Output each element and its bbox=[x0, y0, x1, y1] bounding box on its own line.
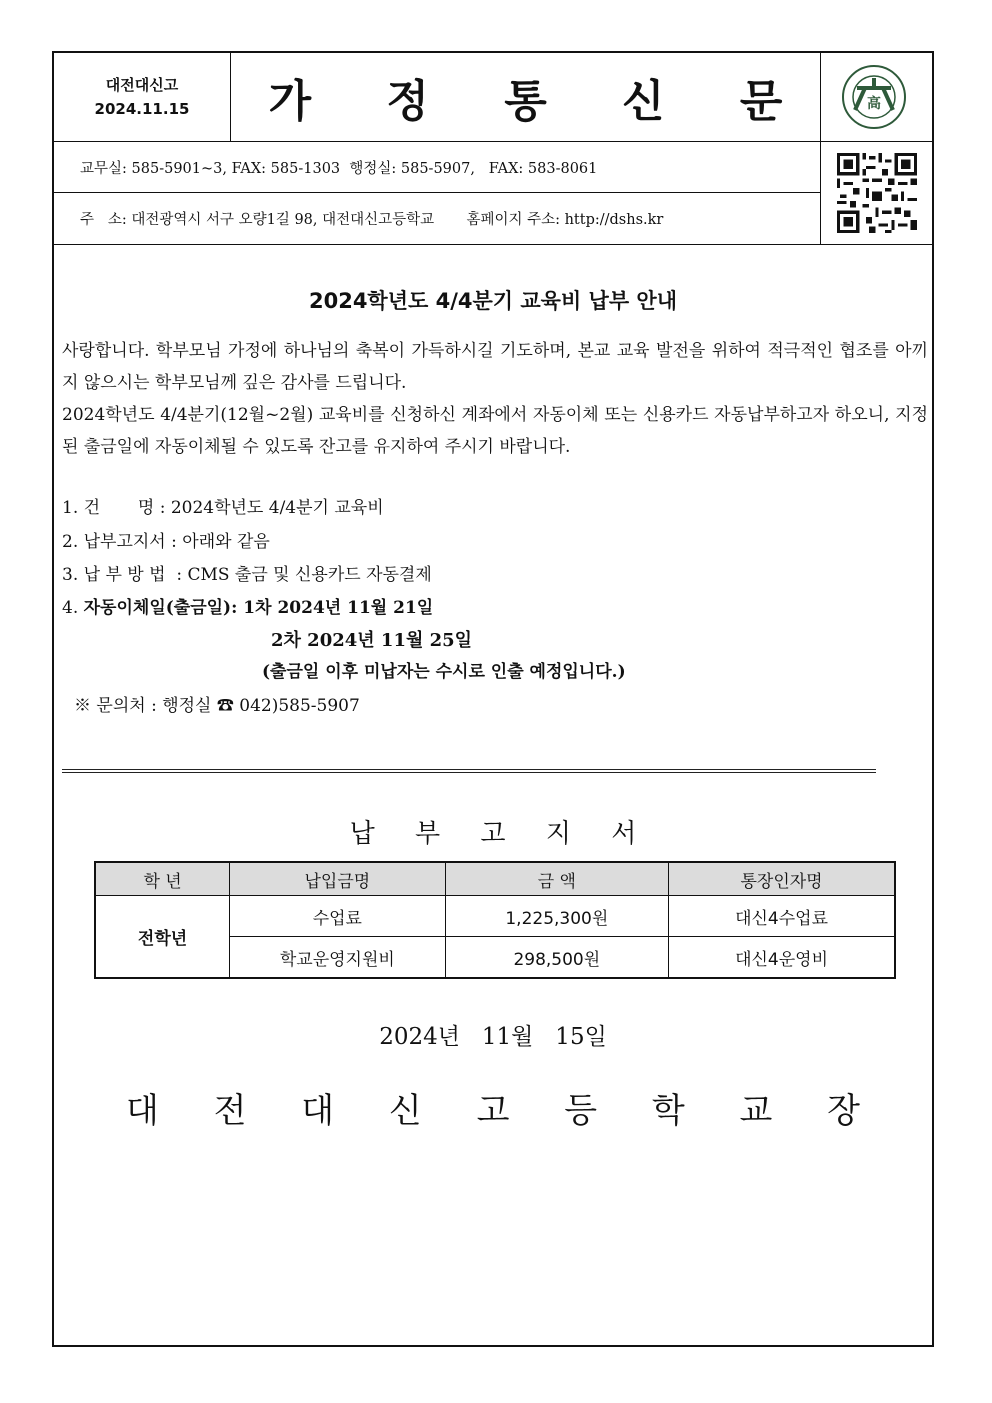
greeting-paragraph: 사랑합니다. 학부모님 가정에 하나님의 축복이 가득하시길 기도하며, 본교 교육 발전을 위하여 적극적인 협조를 아끼지 않으시는 학부모님께 깊은 감사를 드립니다. bbox=[62, 341, 928, 393]
issue-date: 2024.11.15 bbox=[94, 100, 190, 118]
table-row bbox=[95, 896, 895, 937]
withdrawal-note: (출금일 이후 미납자는 수시로 인출 예정입니다.) bbox=[262, 662, 626, 682]
page-title: 가 정 통 신 문 bbox=[268, 76, 813, 127]
payment-paragraph: 2024학년도 4/4분기(12월~2월) 교육비를 신청하신 계좌에서 자동이체 또는 신용카드 자동납부하고자 하오니, 지정된 출금일에 자동이체될 수 있도록 잔고를 유지하여 주시기 바랍니다. bbox=[62, 405, 928, 457]
inquiry-contact: ※ 문의처 : 행정실 ☎ 042)585-5907 bbox=[74, 696, 360, 716]
school-name: 대전대신고 bbox=[105, 76, 179, 94]
amount-cell: 1,225,300원 bbox=[445, 896, 669, 937]
item-method: 3. 납 부 방 법 : CMS 출금 및 신용카드 자동결제 bbox=[62, 565, 432, 585]
contact-numbers: 교무실: 585-5901~3, FAX: 585-1303 행정실: 585-5907, FAX: 583-8061 bbox=[80, 160, 598, 177]
account-name-cell: 대신4수업료 bbox=[669, 896, 895, 937]
payment-table bbox=[94, 861, 896, 979]
signature-date: 2024년 11월 15일 bbox=[379, 1024, 607, 1050]
bill-title: 납 부 고 지 서 bbox=[349, 819, 653, 849]
item-subject: 1. 건 명 : 2024학년도 4/4분기 교육비 bbox=[62, 498, 384, 518]
amount-cell: 298,500원 bbox=[445, 937, 669, 979]
school-address: 주 소: 대전광역시 서구 오량1길 98, 대전대신고등학교 홈페이지 주소: http://dshs.kr bbox=[80, 211, 664, 228]
column-header: 학 년 bbox=[95, 862, 230, 896]
item-withdrawal-date: 4. 자동이체일(출금일): 1차 2024년 11월 21일 bbox=[62, 598, 434, 618]
grade-cell: 전학년 bbox=[95, 896, 230, 979]
school-info bbox=[54, 53, 230, 141]
account-name-cell: 대신4운영비 bbox=[669, 937, 895, 979]
fee-name-cell: 수업료 bbox=[230, 896, 445, 937]
principal-signature: 대 전 대 신 고 등 학 교 장 bbox=[125, 1091, 883, 1131]
document-frame bbox=[52, 51, 934, 1347]
table-header-row bbox=[95, 862, 895, 896]
letterhead bbox=[54, 53, 932, 244]
column-header: 납입금명 bbox=[230, 862, 445, 896]
cut-line-divider bbox=[62, 769, 876, 773]
item-bill: 2. 납부고지서 : 아래와 같음 bbox=[62, 532, 270, 552]
column-header: 금 액 bbox=[445, 862, 669, 896]
second-withdrawal-date: 2차 2024년 11월 25일 bbox=[271, 630, 473, 651]
svg-text:高: 高 bbox=[867, 96, 881, 112]
column-header: 통장인자명 bbox=[669, 862, 895, 896]
school-emblem-icon bbox=[841, 64, 907, 130]
notice-title: 2024학년도 4/4분기 교육비 납부 안내 bbox=[308, 289, 678, 313]
fee-name-cell: 학교운영지원비 bbox=[230, 937, 445, 979]
qr-code-icon[interactable] bbox=[837, 153, 917, 233]
